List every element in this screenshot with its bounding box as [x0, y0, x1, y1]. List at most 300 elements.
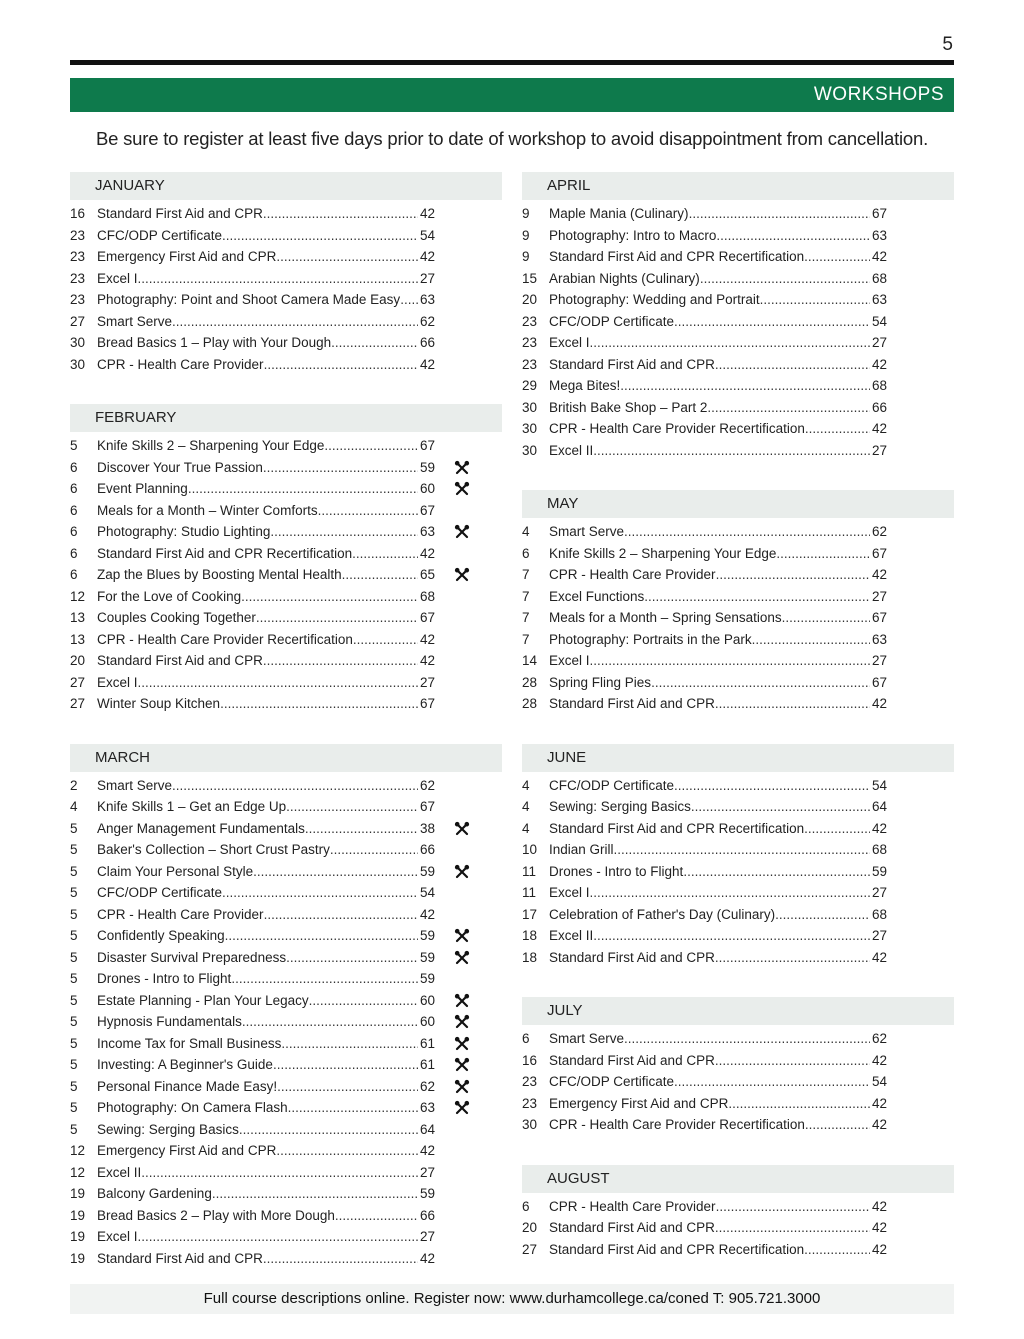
dot-leader — [263, 1248, 418, 1270]
month-header: MARCH — [70, 744, 502, 772]
workshop-row — [522, 818, 954, 840]
workshop-page: 27 — [871, 588, 887, 604]
workshop-entry — [549, 1114, 887, 1136]
dot-leader — [172, 311, 418, 333]
workshop-day: 23 — [70, 227, 86, 243]
dot-leader — [674, 1071, 870, 1093]
workshop-page: 67 — [871, 674, 887, 690]
workshop-title: Hypnosis Fundamentals — [97, 1014, 242, 1029]
workshop-row — [70, 225, 502, 247]
workshop-title: Standard First Aid and CPR Recertification — [549, 1241, 805, 1257]
workshop-title: Standard First Aid and CPR Recertification — [549, 249, 805, 264]
workshop-entry — [549, 629, 887, 651]
workshop-day: 18 — [522, 949, 538, 965]
workshop-day: 5 — [70, 863, 78, 879]
month-header: JANUARY — [70, 172, 502, 200]
dot-leader — [760, 289, 870, 311]
workshop-title: CPR - Health Care Provider Recertification — [549, 1117, 805, 1132]
dot-leader — [276, 1140, 418, 1162]
workshop-entry — [97, 629, 435, 651]
workshop-title: Zap the Blues by Boosting Mental Health — [97, 567, 342, 582]
dot-leader — [288, 1097, 418, 1119]
workshop-day: 23 — [70, 270, 86, 286]
workshop-row — [522, 203, 954, 225]
workshop-title: Standard First Aid and CPR — [97, 653, 263, 668]
workshop-title: Knife Skills 2 – Sharpening Your Edge — [549, 545, 777, 561]
dot-leader — [138, 268, 418, 290]
dot-leader — [707, 397, 870, 419]
workshop-title: Excel I — [549, 335, 590, 350]
workshop-day: 6 — [70, 567, 78, 582]
dot-leader — [305, 818, 418, 840]
workshop-title: Standard First Aid and CPR — [549, 696, 715, 711]
workshop-entry — [97, 607, 435, 629]
workshop-row — [70, 839, 502, 861]
workshop-row — [70, 332, 502, 354]
workshop-page: 38 — [419, 820, 435, 836]
dot-leader — [242, 1011, 418, 1033]
workshop-page: 63 — [419, 292, 435, 307]
workshop-entry — [97, 521, 435, 543]
dot-leader — [335, 1205, 418, 1227]
workshop-title: Standard First Aid and CPR — [549, 356, 715, 372]
workshop-row — [70, 968, 502, 990]
dot-leader — [715, 947, 870, 969]
workshop-row — [70, 1226, 502, 1248]
workshop-day: 27 — [70, 313, 86, 329]
month-section — [522, 172, 954, 461]
workshop-page: 66 — [419, 1207, 435, 1223]
dot-leader — [593, 925, 870, 947]
month-header: FEBRUARY — [70, 404, 502, 432]
workshop-entry — [549, 203, 887, 225]
workshop-title: Personal Finance Made Easy! — [97, 1078, 278, 1094]
workshop-row — [70, 650, 502, 672]
workshop-title: Maple Mania (Culinary) — [549, 206, 689, 221]
footer: Full course descriptions online. Register now: www.durhamcollege.ca/coned T: 905.721.3000 — [70, 1284, 954, 1314]
workshop-page: 60 — [419, 992, 435, 1008]
workshop-entry — [549, 775, 887, 797]
dot-leader — [593, 440, 870, 462]
dot-leader — [220, 693, 418, 715]
month-header: APRIL — [522, 172, 954, 200]
workshop-page: 27 — [419, 270, 435, 286]
dot-leader — [716, 225, 870, 247]
workshop-day: 5 — [70, 885, 78, 900]
workshop-entry — [549, 1050, 887, 1072]
registration-notice: Be sure to register at least five days prior to date of workshop to avoid disappointment from cancellation. — [95, 128, 929, 149]
workshop-title: Meals for a Month – Spring Sensations — [549, 610, 782, 625]
crossed-utensils-icon — [454, 1100, 470, 1116]
workshop-entry — [97, 268, 435, 290]
workshop-title: CFC/ODP Certificate — [549, 1074, 675, 1089]
workshop-row — [522, 1093, 954, 1115]
workshop-page: 67 — [419, 438, 435, 453]
dot-leader — [239, 1119, 418, 1141]
workshop-title: Celebration of Father's Day (Culinary) — [549, 906, 776, 922]
workshop-page: 63 — [419, 1100, 435, 1115]
workshop-day: 5 — [70, 949, 78, 965]
workshop-title: Balcony Gardening — [97, 1186, 212, 1201]
workshop-day: 6 — [70, 459, 78, 475]
workshop-entry — [97, 861, 435, 883]
workshop-row — [70, 500, 502, 522]
workshop-day: 4 — [522, 524, 530, 539]
workshop-day: 6 — [522, 1031, 530, 1046]
workshop-entry — [97, 968, 435, 990]
dot-leader — [716, 1196, 870, 1218]
workshop-day: 19 — [70, 1207, 86, 1223]
workshop-row — [522, 397, 954, 419]
workshop-row — [522, 1114, 954, 1136]
workshop-entry — [97, 796, 435, 818]
workshop-entry — [97, 882, 435, 904]
workshop-entry — [549, 586, 887, 608]
workshop-row — [70, 904, 502, 926]
workshop-entry — [549, 440, 887, 462]
workshop-page: 59 — [419, 1186, 435, 1201]
workshop-title: Photography: On Camera Flash — [97, 1100, 288, 1115]
workshop-title: Couples Cooking Together — [97, 610, 256, 625]
workshop-entry — [97, 650, 435, 672]
workshop-row — [522, 1196, 954, 1218]
workshop-page: 42 — [419, 356, 435, 372]
workshop-page: 62 — [871, 524, 887, 539]
workshop-day: 23 — [522, 1074, 538, 1089]
crossed-utensils-icon — [454, 1057, 470, 1073]
dot-leader — [715, 693, 870, 715]
workshop-day: 16 — [522, 1052, 538, 1068]
dot-leader — [614, 839, 870, 861]
workshop-day: 4 — [70, 799, 78, 814]
workshop-title: Emergency First Aid and CPR — [549, 1095, 729, 1111]
workshop-entry — [97, 225, 435, 247]
workshop-page: 27 — [871, 653, 887, 668]
month-section — [522, 1165, 954, 1261]
workshop-title: CFC/ODP Certificate — [97, 885, 223, 900]
workshop-day: 30 — [70, 356, 86, 372]
workshop-entry — [549, 311, 887, 333]
workshop-day: 16 — [70, 206, 86, 221]
workshop-entry — [549, 861, 887, 883]
dot-leader — [342, 564, 418, 586]
dot-leader — [804, 1239, 870, 1261]
workshop-entry — [97, 693, 435, 715]
workshop-page: 54 — [419, 885, 435, 900]
workshop-day: 27 — [70, 696, 86, 711]
workshop-page: 42 — [419, 631, 435, 647]
workshop-page: 42 — [871, 356, 887, 372]
workshop-entry — [549, 693, 887, 715]
workshop-entry — [549, 543, 887, 565]
workshop-day: 2 — [70, 777, 78, 793]
workshop-row — [70, 925, 502, 947]
workshop-row — [70, 1205, 502, 1227]
workshop-title: Income Tax for Small Business — [97, 1035, 282, 1051]
crossed-utensils-icon — [454, 928, 470, 944]
workshop-row — [70, 947, 502, 969]
dot-leader — [644, 586, 870, 608]
workshop-row — [522, 225, 954, 247]
workshop-page: 63 — [419, 524, 435, 539]
workshop-entry — [97, 1248, 435, 1270]
workshop-title: Standard First Aid and CPR Recertification — [549, 820, 805, 836]
banner-title: WORKSHOPS — [813, 84, 944, 105]
workshop-entry — [97, 1097, 435, 1119]
workshop-page: 42 — [419, 545, 435, 561]
workshop-day: 9 — [522, 227, 530, 243]
workshop-title: Investing: A Beginner's Guide — [97, 1057, 273, 1072]
dot-leader — [276, 246, 418, 268]
workshop-page: 62 — [871, 1031, 887, 1046]
workshop-title: Drones - Intro to Flight — [97, 971, 232, 986]
workshop-day: 23 — [522, 356, 538, 372]
workshop-page: 42 — [871, 1052, 887, 1068]
dot-leader — [674, 311, 870, 333]
workshop-page: 27 — [419, 1164, 435, 1180]
workshop-entry — [549, 397, 887, 419]
workshop-page: 68 — [871, 842, 887, 857]
workshop-day: 14 — [522, 653, 538, 668]
workshop-title: Emergency First Aid and CPR — [97, 1143, 277, 1158]
dot-leader — [212, 1183, 418, 1205]
workshop-entry — [97, 543, 435, 565]
workshop-row — [522, 693, 954, 715]
workshop-page: 42 — [871, 696, 887, 711]
workshop-title: Standard First Aid and CPR — [549, 1052, 715, 1068]
workshop-row — [522, 1217, 954, 1239]
workshop-entry — [549, 418, 887, 440]
workshop-day: 18 — [522, 928, 538, 943]
workshop-page: 66 — [419, 842, 435, 857]
workshop-entry — [97, 457, 435, 479]
month-section — [522, 997, 954, 1136]
workshop-title: Excel II — [97, 1164, 142, 1180]
workshop-entry — [549, 246, 887, 268]
workshop-row — [522, 289, 954, 311]
dot-leader — [805, 1114, 870, 1136]
dot-leader — [620, 375, 870, 397]
dot-leader — [188, 478, 418, 500]
workshop-day: 6 — [522, 1198, 530, 1214]
workshop-title: Indian Grill — [549, 842, 614, 857]
workshop-day: 5 — [70, 1121, 78, 1137]
workshop-row — [522, 672, 954, 694]
workshop-title: Sewing: Serging Basics — [549, 799, 691, 814]
workshop-day: 5 — [70, 971, 78, 986]
workshop-entry — [97, 818, 435, 840]
dot-leader — [281, 1033, 418, 1055]
workshop-title: Photography: Wedding and Portrait — [549, 292, 760, 307]
workshop-entry — [97, 1119, 435, 1141]
workshop-day: 6 — [70, 481, 78, 496]
workshop-row — [522, 839, 954, 861]
workshop-row — [70, 435, 502, 457]
workshop-entry — [97, 672, 435, 694]
workshop-page: 67 — [419, 799, 435, 814]
workshop-entry — [549, 564, 887, 586]
workshop-row — [522, 246, 954, 268]
workshop-title: British Bake Shop – Part 2 — [549, 399, 708, 415]
dot-leader — [590, 882, 870, 904]
workshop-entry — [97, 1011, 435, 1033]
workshop-row — [522, 586, 954, 608]
workshop-day: 5 — [70, 1035, 78, 1051]
workshop-title: Excel I — [97, 674, 138, 690]
workshop-entry — [549, 839, 887, 861]
workshop-row — [522, 268, 954, 290]
workshop-page: 42 — [871, 1241, 887, 1257]
workshop-day: 28 — [522, 674, 538, 690]
workshop-page: 63 — [871, 292, 887, 307]
workshop-entry — [549, 818, 887, 840]
workshop-title: CPR - Health Care Provider — [97, 906, 264, 922]
month-header: AUGUST — [522, 1165, 954, 1193]
workshop-title: CFC/ODP Certificate — [549, 313, 675, 329]
workshop-entry — [97, 990, 435, 1012]
workshop-row — [70, 268, 502, 290]
workshop-page: 62 — [419, 313, 435, 329]
workshop-day: 6 — [70, 545, 78, 561]
workshop-row — [522, 607, 954, 629]
workshop-page: 42 — [419, 1143, 435, 1158]
workshop-entry — [97, 332, 435, 354]
dot-leader — [286, 796, 418, 818]
workshop-row — [522, 1239, 954, 1261]
workshop-page: 60 — [419, 1014, 435, 1029]
dot-leader — [256, 607, 418, 629]
dot-leader — [590, 332, 870, 354]
workshop-page: 27 — [419, 674, 435, 690]
workshop-row — [522, 332, 954, 354]
workshop-title: Standard First Aid and CPR — [549, 949, 715, 965]
workshop-row — [70, 521, 502, 543]
workshop-day: 30 — [522, 421, 538, 436]
workshop-entry — [97, 839, 435, 861]
workshop-page: 63 — [871, 227, 887, 243]
workshop-page: 68 — [871, 270, 887, 286]
workshop-entry — [97, 564, 435, 586]
workshop-title: CPR - Health Care Provider — [549, 567, 716, 582]
workshop-row — [70, 861, 502, 883]
workshop-title: Disaster Survival Preparedness — [97, 949, 287, 965]
workshop-day: 4 — [522, 820, 530, 836]
workshop-entry — [549, 925, 887, 947]
workshop-row — [522, 629, 954, 651]
dot-leader — [400, 289, 418, 311]
workshop-title: Excel I — [97, 270, 138, 286]
workshop-entry — [549, 1239, 887, 1261]
workshop-row — [70, 775, 502, 797]
workshop-entry — [97, 925, 435, 947]
workshop-row — [70, 586, 502, 608]
workshop-day: 19 — [70, 1186, 86, 1201]
workshop-day: 12 — [70, 1143, 86, 1158]
workshop-row — [522, 521, 954, 543]
workshop-page: 27 — [871, 442, 887, 458]
workshop-page: 42 — [871, 1220, 887, 1235]
workshop-title: CPR - Health Care Provider Recertification — [97, 631, 353, 647]
workshop-day: 5 — [70, 928, 78, 943]
workshop-entry — [549, 1196, 887, 1218]
workshop-page: 61 — [419, 1035, 435, 1051]
workshop-page: 42 — [871, 249, 887, 264]
workshop-title: Standard First Aid and CPR — [549, 1220, 715, 1235]
workshop-page: 68 — [419, 588, 435, 604]
dot-leader — [138, 672, 418, 694]
dot-leader — [263, 457, 418, 479]
workshop-entry — [97, 775, 435, 797]
crossed-utensils-icon — [454, 1014, 470, 1030]
month-header: JULY — [522, 997, 954, 1025]
workshop-page: 54 — [419, 227, 435, 243]
workshop-page: 59 — [419, 949, 435, 965]
dot-leader — [624, 1028, 870, 1050]
workshop-row — [70, 882, 502, 904]
workshop-day: 23 — [70, 249, 86, 264]
workshop-entry — [549, 225, 887, 247]
workshop-row — [70, 203, 502, 225]
workshop-row — [70, 818, 502, 840]
workshop-page: 59 — [871, 863, 887, 879]
workshop-title: CPR - Health Care Provider — [549, 1198, 716, 1214]
workshop-title: CFC/ODP Certificate — [97, 227, 223, 243]
dot-leader — [805, 418, 870, 440]
dot-leader — [804, 818, 870, 840]
workshop-title: Meals for a Month – Winter Comforts — [97, 502, 318, 518]
workshop-entry — [97, 203, 435, 225]
dot-leader — [728, 1093, 870, 1115]
workshop-page: 54 — [871, 313, 887, 329]
workshop-row — [522, 796, 954, 818]
workshop-entry — [97, 1205, 435, 1227]
workshop-day: 4 — [522, 799, 530, 814]
workshop-day: 23 — [522, 313, 538, 329]
workshop-title: Drones - Intro to Flight — [549, 863, 684, 879]
dot-leader — [782, 607, 870, 629]
workshop-day: 11 — [522, 885, 537, 900]
workshop-page: 59 — [419, 459, 435, 475]
workshop-row — [70, 1054, 502, 1076]
workshop-row — [522, 904, 954, 926]
dot-leader — [318, 500, 418, 522]
workshop-day: 19 — [70, 1229, 86, 1244]
workshop-row — [70, 796, 502, 818]
workshop-title: CFC/ODP Certificate — [549, 777, 675, 793]
workshop-entry — [97, 1054, 435, 1076]
workshop-day: 5 — [70, 1014, 78, 1029]
dot-leader — [277, 1076, 418, 1098]
workshop-day: 6 — [522, 545, 530, 561]
workshop-row — [522, 354, 954, 376]
dot-leader — [222, 225, 418, 247]
workshop-day: 5 — [70, 1057, 78, 1072]
dot-leader — [172, 775, 418, 797]
workshop-row — [522, 1050, 954, 1072]
dot-leader — [222, 882, 418, 904]
workshop-title: Anger Management Fundamentals — [97, 820, 305, 836]
workshop-row — [70, 1119, 502, 1141]
workshop-row — [522, 440, 954, 462]
workshop-page: 42 — [871, 1198, 887, 1214]
workshop-page: 64 — [871, 799, 887, 814]
workshop-day: 10 — [522, 842, 538, 857]
month-section — [70, 744, 502, 1270]
workshop-page: 42 — [419, 249, 435, 264]
workshop-title: Claim Your Personal Style — [97, 863, 254, 879]
workshop-page: 27 — [419, 1229, 435, 1244]
crossed-utensils-icon — [454, 993, 470, 1009]
